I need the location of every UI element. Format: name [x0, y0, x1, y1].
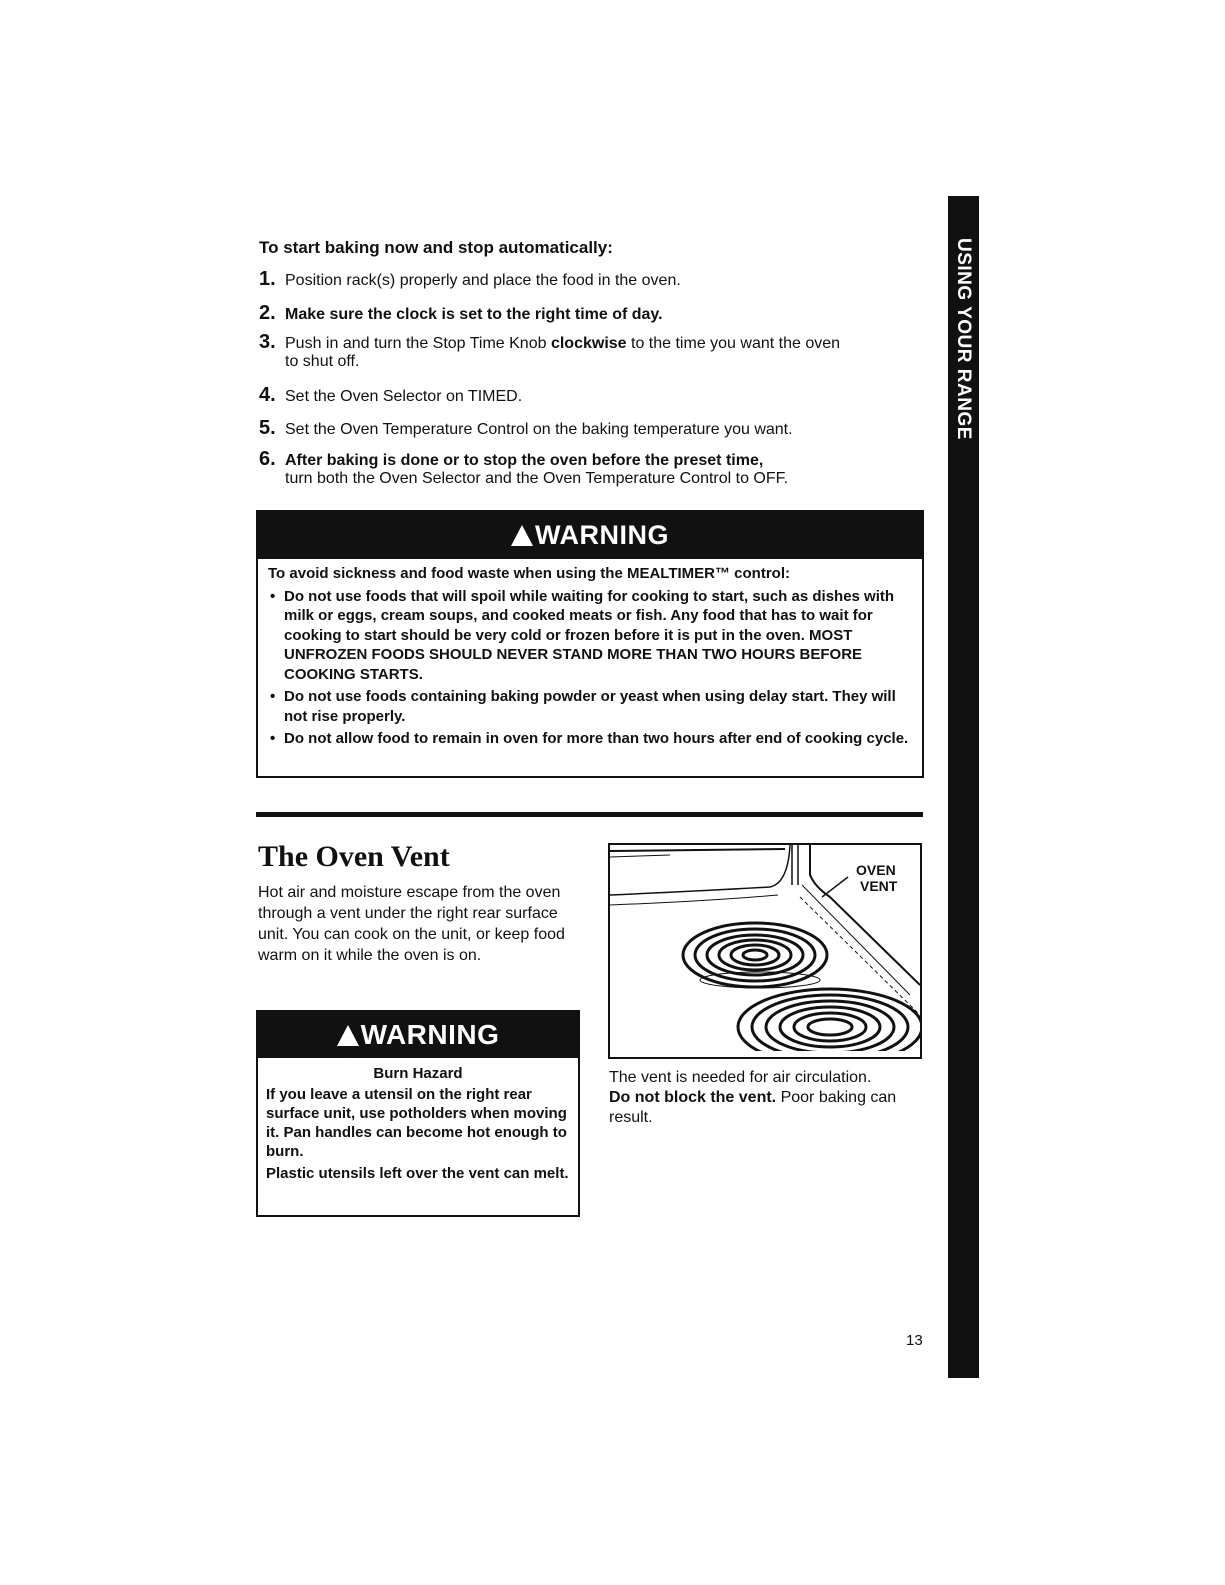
section-body: Hot air and moisture escape from the oven through a vent under the right rear surface unit. You can cook on the unit, or keep food warm on it while the oven is on. — [258, 884, 565, 964]
oven-label: OVEN — [856, 862, 896, 878]
side-section-tab — [948, 196, 979, 1378]
vent-label: VENT — [860, 878, 898, 894]
warning-header: !WARNING — [258, 1012, 578, 1058]
page-number: 13 — [906, 1332, 923, 1349]
instructions-heading: To start baking now and stop automatically: — [259, 238, 613, 257]
range-cooktop-drawing — [610, 845, 920, 1057]
oven-vent-illustration — [608, 843, 922, 1059]
step-6: 6. After baking is done or to stop the oven before the preset time, turn both the Oven Selector and the Oven Temperature Control to OFF. — [259, 448, 789, 487]
illustration-caption: The vent is needed for air circulation. Do not block the vent. Poor baking can result. — [609, 1069, 897, 1126]
warning-bullet: • Do not allow food to remain in oven for more than two hours after end of cooking cycle. — [268, 729, 912, 749]
warning-header: !WARNING — [258, 512, 922, 559]
step-4: 4. Set the Oven Selector on TIMED. — [259, 384, 523, 406]
mealtimer-warning-box — [256, 510, 924, 778]
warning-bullet: • Do not use foods containing baking powder or yeast when using delay start. They will not rise properly. — [268, 687, 912, 726]
warning-triangle-icon — [337, 1025, 359, 1046]
step-1: 1. Position rack(s) properly and place the food in the oven. — [259, 268, 681, 290]
warning-paragraph: Plastic utensils left over the vent can melt. — [266, 1165, 569, 1182]
step-2: 2. Make sure the clock is set to the right time of day. — [259, 302, 663, 324]
warning-paragraph: If you leave a utensil on the right rear surface unit, use potholders when moving it. Pan handles can become hot enough to burn. — [266, 1086, 567, 1160]
side-tab-label: USING YOUR RANGE — [952, 238, 974, 440]
warning-subtitle: Burn Hazard — [373, 1065, 463, 1082]
warning-bullet: • Do not use foods that will spoil while waiting for cooking to start, such as dishes with milk or eggs, cream soups, and cooked meats or fish. Any food that has to wait for cooking to start should be very cold or frozen before it is put in the oven. MOST UNFROZEN FOODS SHOULD NEVER STAND MORE THAN TWO HOURS BEFORE COOKING STARTS. — [268, 587, 912, 685]
step-3: 3. Push in and turn the Stop Time Knob clockwise to the time you want the oven to shut off. — [259, 331, 841, 370]
section-divider — [256, 812, 923, 817]
warning-intro: To avoid sickness and food waste when using the MEALTIMER™ control: — [268, 565, 790, 582]
burn-warning-box — [256, 1010, 580, 1217]
warning-triangle-icon — [511, 525, 533, 546]
section-title: The Oven Vent — [258, 840, 450, 873]
step-5: 5. Set the Oven Temperature Control on the baking temperature you want. — [259, 417, 793, 439]
